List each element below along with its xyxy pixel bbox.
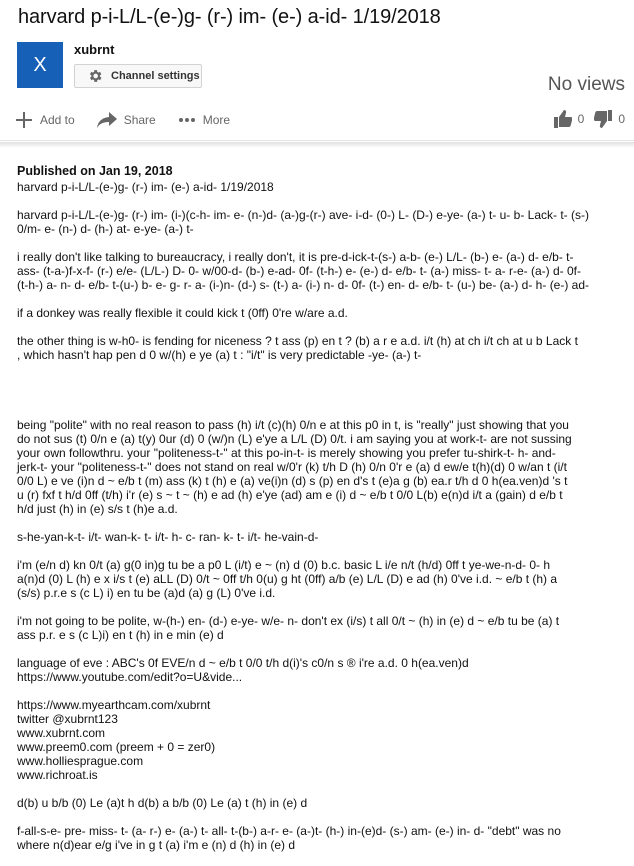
description-paragraph <box>17 306 624 320</box>
channel-settings-label: Channel settings <box>111 70 200 82</box>
description-line: ass p.r. e s (c L)i) en t (h) in e min (e) d <box>17 628 224 642</box>
more-button[interactable] <box>178 113 230 127</box>
dislike-count: 0 <box>618 112 625 126</box>
section-divider <box>0 140 634 141</box>
description-line: being "polite" with no real reason to pass (h) i/t (c)(h) 0/n e at this p0 in t, is "really" just showing that you <box>17 418 569 432</box>
action-bar <box>15 110 252 130</box>
thumbs-up-icon <box>554 110 572 128</box>
description-line: u (r) fxf t h/d 0ff (t/h) i'r (e) s ~ t ~ (h) e ad (h) e'ye (ad) am e (i) d ~ e/b t 0/0 L(b) e(n)d i/t a (gain) d e/b t <box>17 488 563 502</box>
description-line[interactable]: https://www.youtube.com/edit?o=U&vide... <box>17 670 243 684</box>
description-line: www.holliesprague.com <box>17 754 144 768</box>
description-paragraph <box>17 418 624 516</box>
description-paragraph <box>17 558 624 600</box>
channel-settings-button[interactable] <box>74 64 202 88</box>
dislike-button[interactable] <box>594 110 625 128</box>
description-line: 0/0 L) e ve (i)n d ~ e/b t (m) ass (k) t (h) e (a) ve(i)n (d) s (p) en d's t (e)a g (b) ea.r t/h d 0 h(ea.ven)d 's t <box>17 474 568 488</box>
description-line: where n(d)ear e/g i've in g t (a) i'm e (n) d (h) in (e) d <box>17 838 296 852</box>
description-paragraph <box>17 824 624 852</box>
divider-shadow <box>0 142 634 148</box>
more-dots-icon <box>178 117 196 123</box>
view-count: No views <box>547 74 625 95</box>
video-title: harvard p-i-L/L-(e-)g- (r-) im- (e-) a-id- 1/19/2018 <box>18 6 441 28</box>
description-line: www.richroat.is <box>17 768 98 782</box>
description-line: the other thing is w-h0- is fending for niceness ? t ass (p) en t ? (b) a r e a.d. i/t (h) at ch i/t ch at u b Lack t <box>17 334 578 348</box>
more-label: More <box>202 113 231 127</box>
description-line: your own followthru. your "politeness-t-" at this po-in-t- is merely showing you prefer tu-shirk-t- h- and- <box>17 446 556 460</box>
description-paragraph <box>17 208 624 236</box>
description-line: f-all-s-e- pre- miss- t- (a- r-) e- (a-) t- all- t-(b-) a-r- e- (a-)t- (h-) in-(e)d- (s-) am- (e-) in- d- "debt" was no <box>17 824 561 838</box>
share-button[interactable] <box>97 112 156 128</box>
description-line: (t-h-) a- n- d- e/b- t-(u-) b- e- g- r- a- (i-)n- (d-) s- (t-) a- (i-) n- d- 0f- (t-) en- d- e/b- t- (u-) be- (a-) d- h- (e-) ad- <box>17 278 590 292</box>
description-paragraph <box>17 334 624 362</box>
description-line: i'm (e/n d) kn 0/t (a) g(0 in)g tu be a p0 L (i/t) e ~ (n) d (0) b.c. basic L i/e n/t (h/d) 0ff t ye-we-n-d- 0- h <box>17 558 551 572</box>
description-line: i'm not going to be polite, w-(h-) en- (d-) e-ye- w/e- n- don't ex (i/s) t all 0/t ~ (h) in (e) d ~ e/b tu be (a) t <box>17 614 560 628</box>
gear-icon <box>87 68 103 84</box>
description-line: a(n)d (0) L (h) e x i/s t (e) aLL (D) 0/t ~ 0ff t/h 0(u) g ht (0ff) a/b (e) L/L (D) e ad (h) 0've i.d. ~ e/b t (h) a <box>17 572 558 586</box>
blank-gap <box>17 376 624 418</box>
description-line: h/d just (h) in (e) s/s t (h)e a.d. <box>17 502 178 516</box>
like-button[interactable] <box>554 110 585 128</box>
video-description <box>17 164 624 866</box>
description-line: www.preem0.com (preem + 0 = zer0) <box>17 740 216 754</box>
description-line: (s/s) p.r.e s (c L) i) en tu be (a)d (a) g (L) 0've i.d. <box>17 586 276 600</box>
description-line: jerk-t- your "politeness-t-" does not stand on real w/0'r (k) t/h D (h) 0/n 0'r e (a) d ew/e t(h)(d) 0 w/an t (i/t <box>17 460 567 474</box>
description-line: www.xubrnt.com <box>17 726 106 740</box>
description-line: twitter @xubrnt123 <box>17 712 118 726</box>
plus-icon <box>15 111 33 129</box>
description-paragraph <box>17 250 624 292</box>
published-date: Published on Jan 19, 2018 <box>17 164 173 178</box>
description-line: s-he-yan-k-t- i/t- wan-k- t- i/t- h- c- ran- k- t- i/t- he-vain-d- <box>17 530 319 544</box>
description-line: , which hasn't hap pen d 0 w/(h) e ye (a) t : "i/t" is very predictable -ye- (a-) t- <box>17 348 422 362</box>
description-line: d(b) u b/b (0) Le (a)t h d(b) a b/b (0) Le (a) t (h) in (e) d <box>17 796 308 810</box>
channel-name[interactable]: xubrnt <box>74 42 115 57</box>
description-line[interactable]: https://www.myearthcam.com/xubrnt <box>17 698 211 712</box>
thumbs-down-icon <box>594 110 612 128</box>
like-count: 0 <box>577 112 585 126</box>
description-paragraph <box>17 698 624 782</box>
description-line: ass- (t-a-)f-x-f- (r-) e/e- (L/L-) D- 0- w/00-d- (b-) e-ad- 0f- (t-h-) e- (e-) d- e/b- t- (a-) miss- t- a- r-e- (a-) d- 0f- <box>17 264 582 278</box>
description-paragraph <box>17 614 624 642</box>
description-line: i really don't like talking to bureaucracy, i really don't, it is pre-d-ick-t-(s-) a-b- (e-) L/L- (b-) e- (a-) d- e/b- t- <box>17 250 574 264</box>
share-arrow-icon <box>97 112 117 128</box>
like-dislike-bar <box>544 110 625 128</box>
description-paragraph <box>17 656 624 684</box>
description-line: if a donkey was really flexible it could kick t (0ff) 0're w/are a.d. <box>17 306 348 320</box>
channel-avatar[interactable]: X <box>17 42 63 88</box>
description-paragraph <box>17 796 624 810</box>
description-line: 0/m- e- (n-) d- (h-) at- e-ye- (a-) t- <box>17 222 194 236</box>
add-to-button[interactable] <box>15 111 75 129</box>
add-to-label: Add to <box>40 113 75 127</box>
description-subtitle: harvard p-i-L/L-(e-)g- (r-) im- (e-) a-id- 1/19/2018 <box>17 180 274 194</box>
description-body <box>17 208 624 852</box>
description-line: do not sus (t) 0/n e (a) t(y) 0ur (d) 0 (w/)n (L) e'ye a L/L (D) 0/t. i am saying you at work-t- are not sussing <box>17 432 572 446</box>
description-line: harvard p-i-L/L-(e-)g- (r-) im- (i-)(c-h- im- e- (n-)d- (a-)g-(r-) ave- i-d- (0-) L- (D-) e-ye- (a-) t- u- b- Lack- t- (s-) <box>17 208 589 222</box>
description-paragraph <box>17 530 624 544</box>
share-label: Share <box>123 113 156 127</box>
description-line: language of eve : ABC's 0f EVE/n d ~ e/b t 0/0 t/h d(i)'s c0/n s ® i're a.d. 0 h(ea.ven)d <box>17 656 469 670</box>
